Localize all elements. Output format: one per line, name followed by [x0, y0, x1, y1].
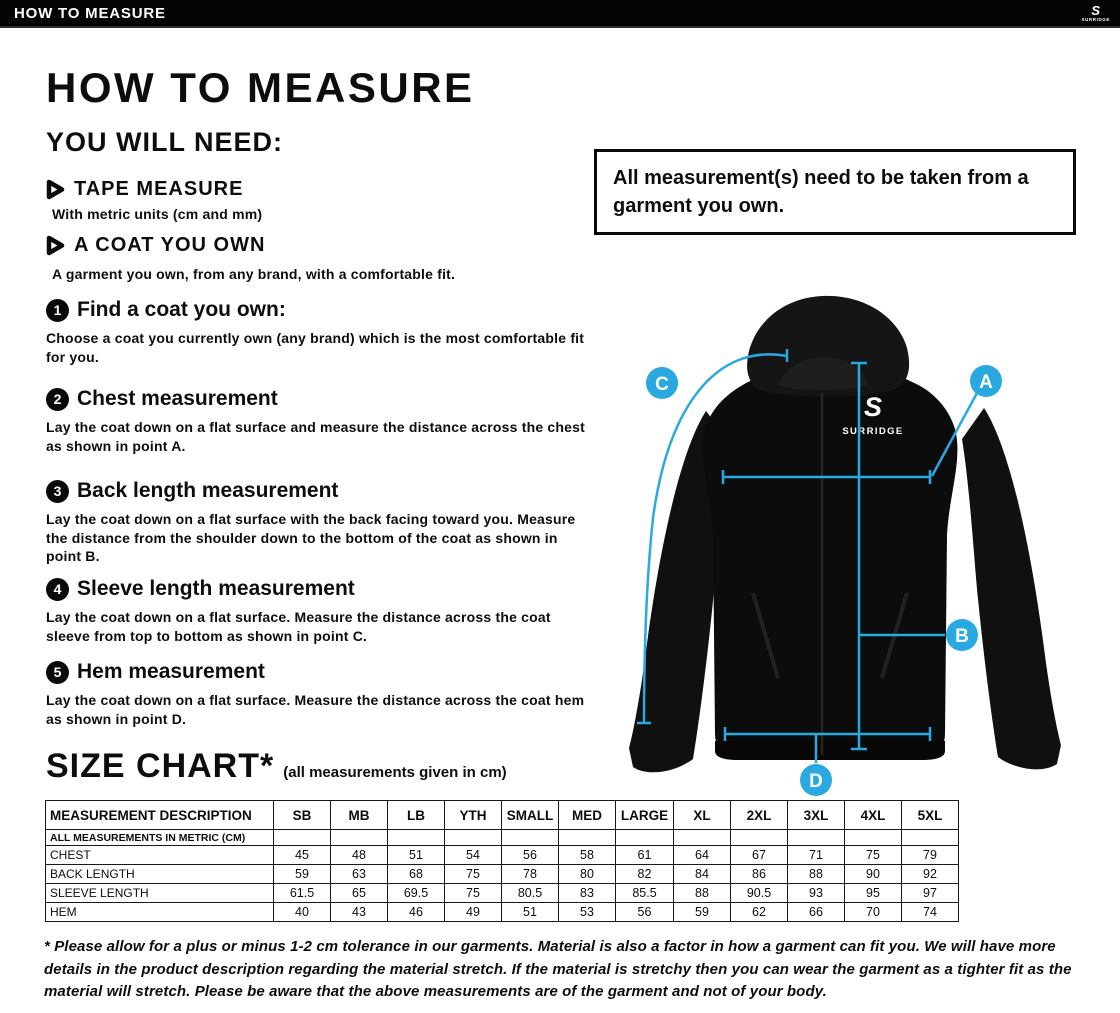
cell-value: 75 — [845, 846, 902, 865]
step-number-badge: 5 — [46, 661, 69, 684]
requirement-desc: A garment you own, from any brand, with a comfortable fit. — [52, 266, 456, 282]
table-row — [46, 865, 959, 884]
cell-value: 95 — [845, 884, 902, 903]
cell-value: 64 — [674, 846, 731, 865]
cell-value: 66 — [788, 903, 845, 922]
you-will-need-heading: YOU WILL NEED: — [46, 127, 284, 157]
step-number-badge: 4 — [46, 578, 69, 601]
cell-value: 93 — [788, 884, 845, 903]
jacket-body — [703, 365, 958, 758]
column-header: LARGE — [616, 801, 674, 830]
row-label: BACK LENGTH — [46, 865, 274, 884]
top-bar — [0, 0, 1120, 28]
cell-value: 40 — [274, 903, 331, 922]
cell-value: 63 — [331, 865, 388, 884]
step-3 — [46, 479, 591, 566]
table-row — [46, 884, 959, 903]
step-title: Chest measurement — [77, 387, 278, 410]
size-chart-subtitle: (all measurements given in cm) — [283, 764, 507, 781]
step-title: Back length measurement — [77, 479, 339, 502]
cell-value: 62 — [731, 903, 788, 922]
cell-value: 75 — [445, 865, 502, 884]
cell-value: 43 — [331, 903, 388, 922]
step-desc: Lay the coat down on a flat surface and measure the distance across the chest as shown in point A. — [46, 419, 586, 454]
tolerance-footnote: * Please allow for a plus or minus 1-2 cm tolerance in our garments. Material is also a factor in how a garment can fit you. We will have more details in the product description regarding the material stretch. If the material is stretchy then you can wear the garment as a tighter fit as the material will stretch. Please be aware that the above measurements are of the garment and not of your body. — [44, 938, 1072, 1000]
cell-value: 49 — [445, 903, 502, 922]
column-header: MED — [559, 801, 616, 830]
topbar-title: HOW TO MEASURE — [14, 4, 166, 22]
step-1 — [46, 298, 591, 366]
cell-value: 68 — [388, 865, 445, 884]
point-a-label: A — [979, 372, 993, 393]
cell-value: 97 — [902, 884, 959, 903]
cell-value: 71 — [788, 846, 845, 865]
requirement-desc: With metric units (cm and mm) — [52, 206, 263, 222]
row-label: HEM — [46, 903, 274, 922]
cell-value: 61 — [616, 846, 674, 865]
metric-note: ALL MEASUREMENTS IN METRIC (CM) — [46, 830, 274, 846]
play-triangle-icon — [46, 235, 65, 256]
cell-value: 67 — [731, 846, 788, 865]
cell-value: 46 — [388, 903, 445, 922]
cell-value: 45 — [274, 846, 331, 865]
point-c-label: C — [655, 374, 669, 395]
step-title: Find a coat you own: — [77, 298, 286, 321]
surridge-wordmark: SURRIDGE — [1081, 16, 1110, 22]
cell-value: 54 — [445, 846, 502, 865]
cell-value: 90 — [845, 865, 902, 884]
surridge-logo — [1081, 4, 1110, 23]
cell-value: 80 — [559, 865, 616, 884]
cell-value: 56 — [502, 846, 559, 865]
step-desc: Choose a coat you currently own (any brand) which is the most comfortable fit for you. — [46, 330, 585, 365]
cell-value: 48 — [331, 846, 388, 865]
column-header: 5XL — [902, 801, 959, 830]
cell-value: 78 — [502, 865, 559, 884]
point-d-label: D — [809, 771, 823, 792]
step-desc: Lay the coat down on a flat surface. Measure the distance across the coat hem as shown in point D. — [46, 692, 585, 727]
play-triangle-icon — [46, 179, 65, 200]
jacket-image — [600, 293, 1090, 833]
cell-value: 74 — [902, 903, 959, 922]
cell-value: 83 — [559, 884, 616, 903]
column-header: LB — [388, 801, 445, 830]
cell-value: 70 — [845, 903, 902, 922]
column-header: 4XL — [845, 801, 902, 830]
step-2 — [46, 387, 591, 455]
table-header-row — [46, 801, 959, 830]
column-header: MEASUREMENT DESCRIPTION — [46, 801, 274, 830]
size-chart-table — [45, 800, 959, 922]
page-title: HOW TO MEASURE — [46, 64, 475, 111]
step-title: Sleeve length measurement — [77, 577, 355, 600]
cell-value: 85.5 — [616, 884, 674, 903]
cell-value: 92 — [902, 865, 959, 884]
column-header: SB — [274, 801, 331, 830]
jacket-hem — [715, 741, 945, 760]
surridge-s-icon: S — [1091, 2, 1101, 18]
cell-value: 59 — [274, 865, 331, 884]
step-5 — [46, 660, 591, 728]
row-label: CHEST — [46, 846, 274, 865]
column-header: YTH — [445, 801, 502, 830]
column-header: XL — [674, 801, 731, 830]
step-4 — [46, 577, 591, 645]
step-title: Hem measurement — [77, 660, 265, 683]
cell-value: 56 — [616, 903, 674, 922]
cell-value: 75 — [445, 884, 502, 903]
row-label: SLEEVE LENGTH — [46, 884, 274, 903]
step-number-badge: 2 — [46, 388, 69, 411]
cell-value: 53 — [559, 903, 616, 922]
cell-value: 90.5 — [731, 884, 788, 903]
table-row — [46, 846, 959, 865]
table-note-row — [46, 830, 959, 846]
cell-value: 80.5 — [502, 884, 559, 903]
jacket-logo-text: SURRIDGE — [842, 426, 904, 437]
jacket-logo-s-icon: S — [863, 392, 883, 422]
size-chart-title: SIZE CHART* — [46, 747, 275, 785]
cell-value: 65 — [331, 884, 388, 903]
cell-value: 84 — [674, 865, 731, 884]
cell-value: 88 — [674, 884, 731, 903]
column-header: 2XL — [731, 801, 788, 830]
cell-value: 51 — [388, 846, 445, 865]
cell-value: 59 — [674, 903, 731, 922]
size-chart-heading — [46, 747, 507, 786]
cell-value: 69.5 — [388, 884, 445, 903]
requirement-label: A COAT YOU OWN — [74, 234, 266, 256]
column-header: SMALL — [502, 801, 559, 830]
column-header: 3XL — [788, 801, 845, 830]
step-number-badge: 1 — [46, 299, 69, 322]
cell-value: 86 — [731, 865, 788, 884]
step-number-badge: 3 — [46, 480, 69, 503]
requirement-coat — [46, 234, 591, 282]
callout-box: All measurement(s) need to be taken from a garment you own. — [594, 149, 1076, 235]
jacket-measurement-diagram — [600, 293, 1090, 833]
cell-value: 51 — [502, 903, 559, 922]
step-desc: Lay the coat down on a flat surface. Measure the distance across the coat sleeve from top to bottom as shown in point C. — [46, 609, 551, 644]
cell-value: 61.5 — [274, 884, 331, 903]
jacket-right-sleeve — [962, 408, 1061, 769]
cell-value: 58 — [559, 846, 616, 865]
requirement-tape-measure — [46, 178, 591, 222]
cell-value: 79 — [902, 846, 959, 865]
point-b-label: B — [955, 626, 969, 647]
step-desc: Lay the coat down on a flat surface with the back facing toward you. Measure the distance from the shoulder down to the bottom of the coat as shown in point B. — [46, 511, 576, 565]
requirement-label: TAPE MEASURE — [74, 178, 244, 200]
cell-value: 82 — [616, 865, 674, 884]
table-row — [46, 903, 959, 922]
column-header: MB — [331, 801, 388, 830]
cell-value: 88 — [788, 865, 845, 884]
